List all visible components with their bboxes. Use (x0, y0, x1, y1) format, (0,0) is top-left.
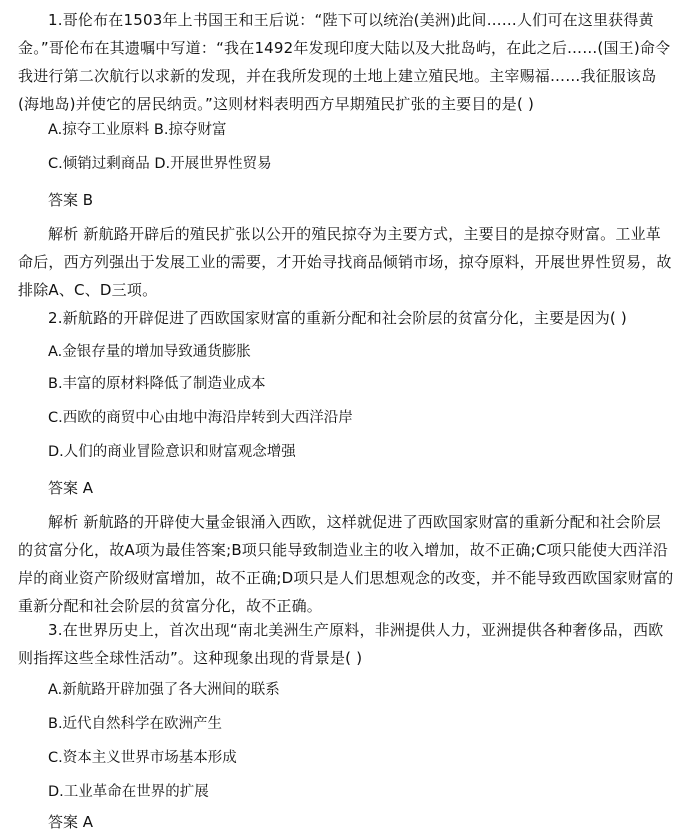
question-2-analysis: 解析 新航路的开辟使大量金银涌入西欧，这样就促进了西欧国家财富的重新分配和社会阶层的贫富分化，故A项为最佳答案;B项只能导致制造业主的收入增加，故不正确;C项只能使大西洋沿岸的商业资产阶级财富增加，故不正确;D项只是人们思想观念的改变，并不能导致西欧国家财富的重新分配和社会阶层的贫富分化，故不正确。 (18, 513, 674, 615)
question-1-stem: 1.哥伦布在1503年上书国王和王后说：“陛下可以统治(美洲)此间……人们可在这里获得黄金。”哥伦布在其遗嘱中写道：“我在1492年发现印度大陆以及大批岛屿，在此之后……(国王)命令我进行第二次航行以求新的发现，并在我所发现的土地上建立殖民地。主宰赐福……我征服该岛(海地岛)并使它的居民纳贡。”这则材料表明西方早期殖民扩张的主要目的是( ) (18, 11, 671, 113)
question-3-option-d: D.工业革命在世界的扩展 (48, 784, 209, 800)
question-2-option-d: D.人们的商业冒险意识和财富观念增强 (48, 444, 296, 460)
question-2-answer: 答案 A (48, 479, 94, 497)
question-3-stem: 3.在世界历史上，首次出现“南北美洲生产原料，非洲提供人力，亚洲提供各种奢侈品，西欧则指挥这些全球性活动”。这种现象出现的背景是( ) (18, 621, 664, 667)
question-2-stem: 2.新航路的开辟促进了西欧国家财富的重新分配和社会阶层的贫富分化，主要是因为( ) (48, 309, 627, 327)
question-2-option-c: C.西欧的商贸中心由地中海沿岸转到大西洋沿岸 (48, 410, 353, 426)
question-3-option-b: B.近代自然科学在欧洲产生 (48, 716, 223, 732)
question-1-answer: 答案 B (48, 191, 94, 209)
question-1-analysis: 解析 新航路开辟后的殖民扩张以公开的殖民掠夺为主要方式，主要目的是掠夺财富。工业革命后，西方列强出于发展工业的需要，才开始寻找商品倾销市场，掠夺原料，开展世界性贸易，故排除A、C、D三项。 (18, 225, 672, 299)
question-3-option-a: A.新航路开辟加强了各大洲间的联系 (48, 682, 280, 698)
question-2-option-a: A.金银存量的增加导致通货膨胀 (48, 344, 251, 360)
question-3-option-c: C.资本主义世界市场基本形成 (48, 750, 237, 766)
question-1-options-ab: A.掠夺工业原料 B.掠夺财富 (48, 122, 227, 138)
question-1-options-cd: C.倾销过剩商品 D.开展世界性贸易 (48, 156, 272, 172)
question-3-answer: 答案 A (48, 813, 94, 831)
question-2-option-b: B.丰富的原材料降低了制造业成本 (48, 376, 266, 392)
